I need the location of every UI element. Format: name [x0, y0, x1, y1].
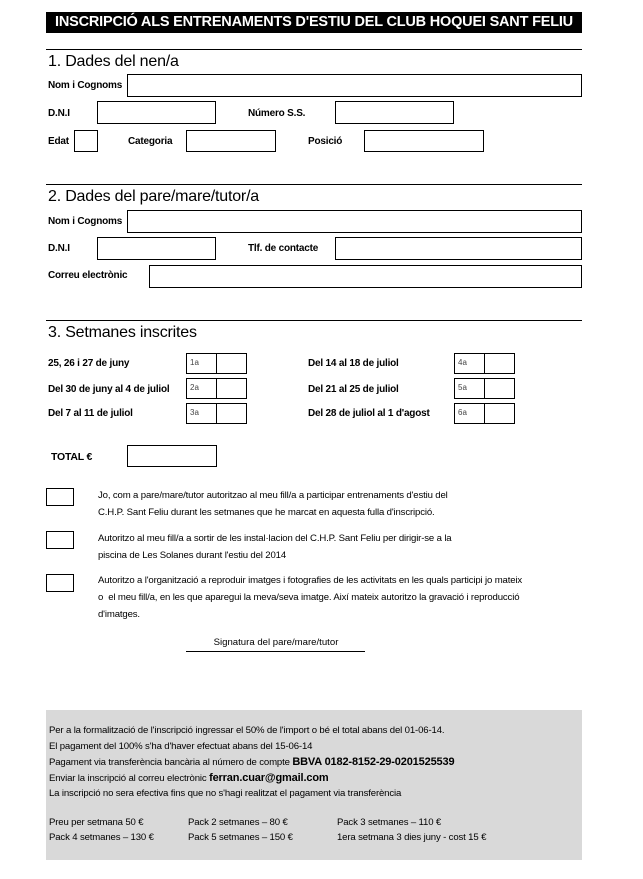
- week-code: 3a: [187, 404, 217, 423]
- section3-heading: 3. Setmanes inscrites: [48, 324, 197, 341]
- child-ss-field[interactable]: [335, 101, 454, 124]
- authorization-line: Autoritzo al meu fill/a a sortir de les instal·lacion del C.H.P. Sant Feliu per dirigir-se a la: [98, 533, 452, 544]
- info-line: Per a la formalització de l'inscripció ingressar el 50% de l'import o bé el total abans del 01-06-14.: [49, 725, 445, 736]
- week-mark-field[interactable]: [485, 379, 514, 398]
- info-text: Pagament via transferència bancària al número de compte: [49, 757, 293, 768]
- child-category-field[interactable]: [186, 130, 276, 152]
- week-label: Del 7 al 11 de juliol: [48, 408, 133, 419]
- week-checkbox-6[interactable]: [454, 403, 515, 424]
- parent-email-field[interactable]: [149, 265, 582, 288]
- authorization-checkbox-pool[interactable]: [46, 531, 74, 549]
- week-mark-field[interactable]: [217, 354, 246, 373]
- child-dni-field[interactable]: [97, 101, 216, 124]
- parent-email-label: Correu electrònic: [48, 270, 128, 281]
- info-text: Enviar la inscripció al correu electrònic: [49, 773, 210, 784]
- form-title: INSCRIPCIÓ ALS ENTRENAMENTS D'ESTIU DEL CLUB HOQUEI SANT FELIU: [46, 12, 582, 33]
- authorization-text: [98, 572, 598, 623]
- week-code: 1a: [187, 354, 217, 373]
- price-item: Pack 2 setmanes – 80 €: [188, 817, 288, 828]
- week-checkbox-1[interactable]: [186, 353, 247, 374]
- authorization-line: d'imatges.: [98, 609, 140, 620]
- payment-info-box: [46, 710, 582, 860]
- total-field[interactable]: [127, 445, 217, 467]
- signature-label: Signatura del pare/mare/tutor: [213, 637, 339, 648]
- parent-phone-field[interactable]: [335, 237, 582, 260]
- authorization-checkbox-images[interactable]: [46, 574, 74, 592]
- price-item: 1era setmana 3 dies juny - cost 15 €: [337, 832, 487, 843]
- authorization-text: [98, 530, 588, 564]
- week-mark-field[interactable]: [217, 379, 246, 398]
- week-code: 4a: [455, 354, 485, 373]
- child-age-field[interactable]: [74, 130, 98, 152]
- week-checkbox-2[interactable]: [186, 378, 247, 399]
- price-item: Pack 4 setmanes – 130 €: [49, 832, 154, 843]
- week-mark-field[interactable]: [485, 404, 514, 423]
- section-divider: [46, 184, 582, 185]
- total-label: TOTAL €: [51, 451, 93, 463]
- price-item: Preu per setmana 50 €: [49, 817, 144, 828]
- signature-line[interactable]: [186, 651, 365, 652]
- week-code: 6a: [455, 404, 485, 423]
- parent-phone-label: Tlf. de contacte: [248, 243, 319, 254]
- week-label: Del 14 al 18 de juliol: [308, 358, 399, 369]
- parent-dni-label: D.N.I: [48, 243, 70, 254]
- contact-email[interactable]: ferran.cuar@gmail.com: [209, 772, 329, 784]
- section-divider: [46, 320, 582, 321]
- child-ss-label: Número S.S.: [248, 108, 306, 119]
- child-name-label: Nom i Cognoms: [48, 80, 123, 91]
- info-line-email: [49, 772, 329, 784]
- week-code: 2a: [187, 379, 217, 398]
- week-checkbox-4[interactable]: [454, 353, 515, 374]
- info-line: La inscripció no sera efectiva fins que no s'hagi realitzat el pagament via transferència: [49, 788, 402, 799]
- parent-name-label: Nom i Cognoms: [48, 216, 123, 227]
- authorization-line: piscina de Les Solanes durant l'estiu del 2014: [98, 550, 287, 561]
- section1-heading: 1. Dades del nen/a: [48, 53, 179, 70]
- section-divider: [46, 49, 582, 50]
- week-mark-field[interactable]: [217, 404, 246, 423]
- child-position-field[interactable]: [364, 130, 484, 152]
- week-code: 5a: [455, 379, 485, 398]
- price-item: Pack 3 setmanes – 110 €: [337, 817, 442, 828]
- authorization-line: Jo, com a pare/mare/tutor autoritzao al meu fill/a a participar entrenaments d'estiu del: [98, 490, 448, 501]
- authorization-line: C.H.P. Sant Feliu durant les setmanes que he marcat en aquesta fulla d'inscripció.: [98, 507, 435, 518]
- info-line-account: [49, 756, 454, 768]
- week-checkbox-3[interactable]: [186, 403, 247, 424]
- authorization-line: o el meu fill/a, en les que aparegui la meva/seva imatge. Així mateix autoritzo la gravació i reproducció: [98, 592, 520, 603]
- authorization-line: Autoritzo a l'organització a reproduir imatges i fotografies de les activitats en les quals participi jo mateix: [98, 575, 523, 586]
- parent-name-field[interactable]: [127, 210, 582, 233]
- child-dni-label: D.N.I: [48, 108, 70, 119]
- week-label: 25, 26 i 27 de juny: [48, 358, 130, 369]
- authorization-checkbox-participation[interactable]: [46, 488, 74, 506]
- week-checkbox-5[interactable]: [454, 378, 515, 399]
- child-category-label: Categoria: [128, 136, 173, 147]
- info-line: El pagament del 100% s'ha d'haver efectuat abans del 15-06-14: [49, 741, 313, 752]
- section2-heading: 2. Dades del pare/mare/tutor/a: [48, 188, 260, 205]
- week-mark-field[interactable]: [485, 354, 514, 373]
- child-age-label: Edat: [48, 136, 69, 147]
- week-label: Del 30 de juny al 4 de juliol: [48, 384, 170, 395]
- week-label: Del 28 de juliol al 1 d'agost: [308, 408, 430, 419]
- price-item: Pack 5 setmanes – 150 €: [188, 832, 293, 843]
- child-position-label: Posició: [308, 136, 343, 147]
- child-name-field[interactable]: [127, 74, 582, 97]
- week-label: Del 21 al 25 de juliol: [308, 384, 399, 395]
- bank-account: BBVA 0182-8152-29-0201525539: [292, 756, 455, 768]
- authorization-text: [98, 487, 588, 521]
- parent-dni-field[interactable]: [97, 237, 216, 260]
